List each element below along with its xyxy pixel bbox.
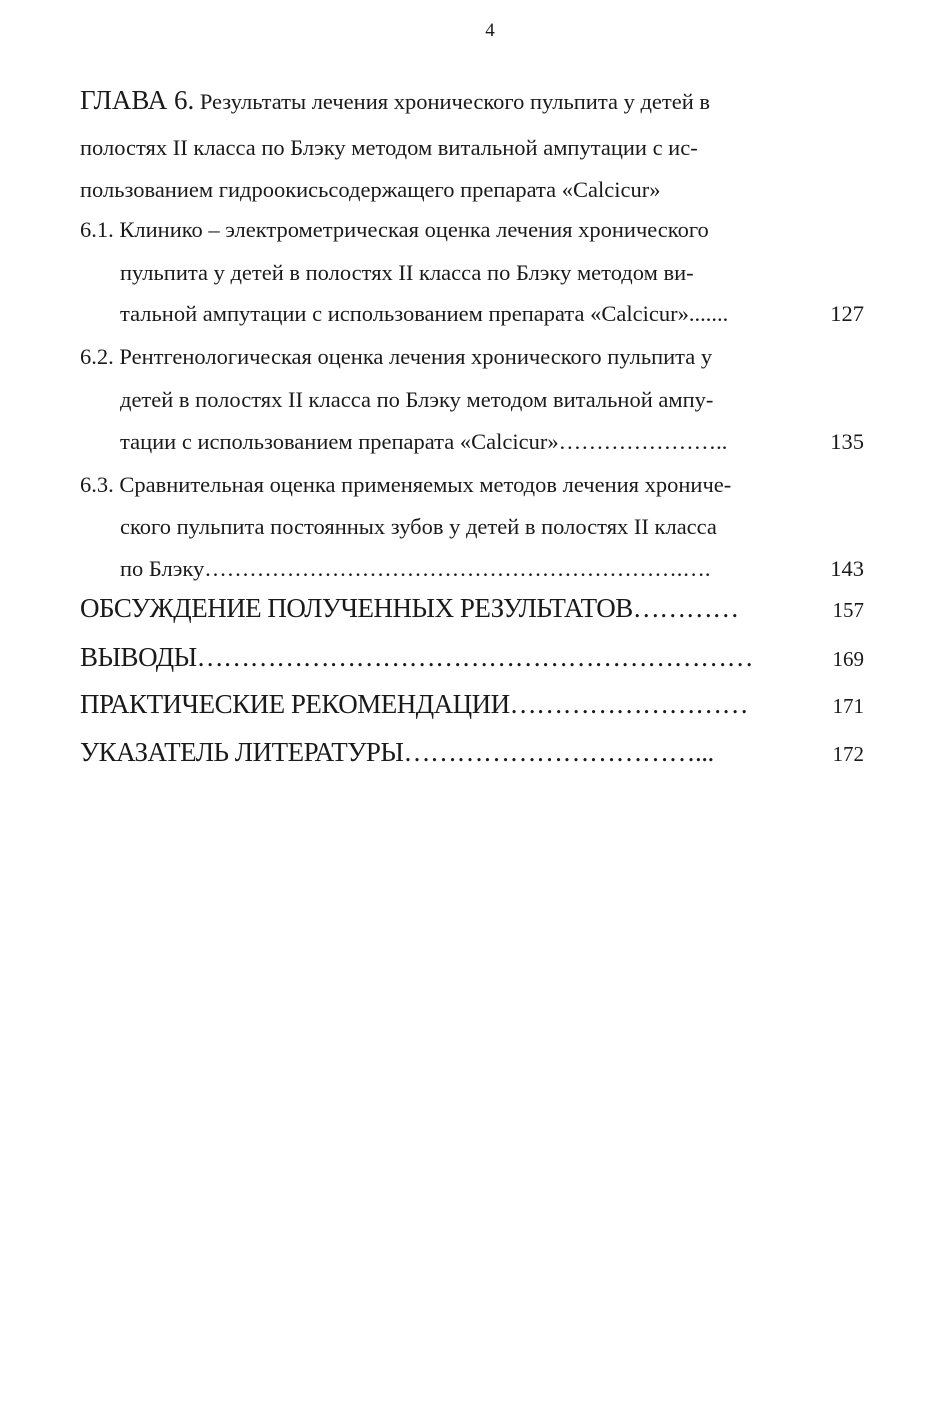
entry-line: ского пульпита постоянных зубов у детей в полостях II класса [120, 514, 717, 539]
chapter-title-line-2: полостях II класса по Блэку методом витальной ампутации с ис- [80, 135, 698, 160]
entry-page-number: 135 [830, 429, 864, 454]
chapter-title-line-3: пользованием гидроокисьсодержащего препарата «Calcicur» [80, 177, 661, 202]
entry-line: тальной ампутации с использованием препарата «Calcicur»....... [120, 301, 729, 326]
section-page-number: 171 [832, 694, 864, 718]
chapter-heading-line-1 [80, 86, 710, 116]
section-label: ПРАКТИЧЕСКИЕ РЕКОМЕНДАЦИИ……………………… [80, 689, 749, 719]
entry-line: пульпита у детей в полостях II класса по Блэку методом ви- [120, 260, 694, 285]
entry-page-number: 127 [830, 301, 864, 326]
section-page-number: 169 [832, 647, 864, 671]
section-page-number: 157 [832, 598, 864, 622]
entry-line: тации с использованием препарата «Calcicur»………………….. [120, 429, 728, 454]
entry-line: 6.1. Клинико – электрометрическая оценка лечения хронического [80, 217, 709, 242]
entry-line: 6.2. Рентгенологическая оценка лечения хронического пульпита у [80, 344, 713, 369]
section-label: ВЫВОДЫ……………………………………………………… [80, 642, 754, 672]
section-label: ОБСУЖДЕНИЕ ПОЛУЧЕННЫХ РЕЗУЛЬТАТОВ………… [80, 593, 739, 623]
entry-line: 6.3. Сравнительная оценка применяемых методов лечения хрониче- [80, 472, 732, 497]
section-page-number: 172 [832, 742, 864, 766]
chapter-title-line-1: Результаты лечения хронического пульпита у детей в [199, 89, 710, 114]
page-number: 4 [485, 20, 495, 41]
entry-page-number: 143 [830, 556, 864, 581]
chapter-label: ГЛАВА 6. [80, 85, 195, 115]
entry-line: детей в полостях II класса по Блэку методом витальной ампу- [120, 387, 714, 412]
entry-line: по Блэку……………………………………………………….…. [120, 556, 711, 581]
section-label: УКАЗАТЕЛЬ ЛИТЕРАТУРЫ……………………………... [80, 737, 714, 767]
